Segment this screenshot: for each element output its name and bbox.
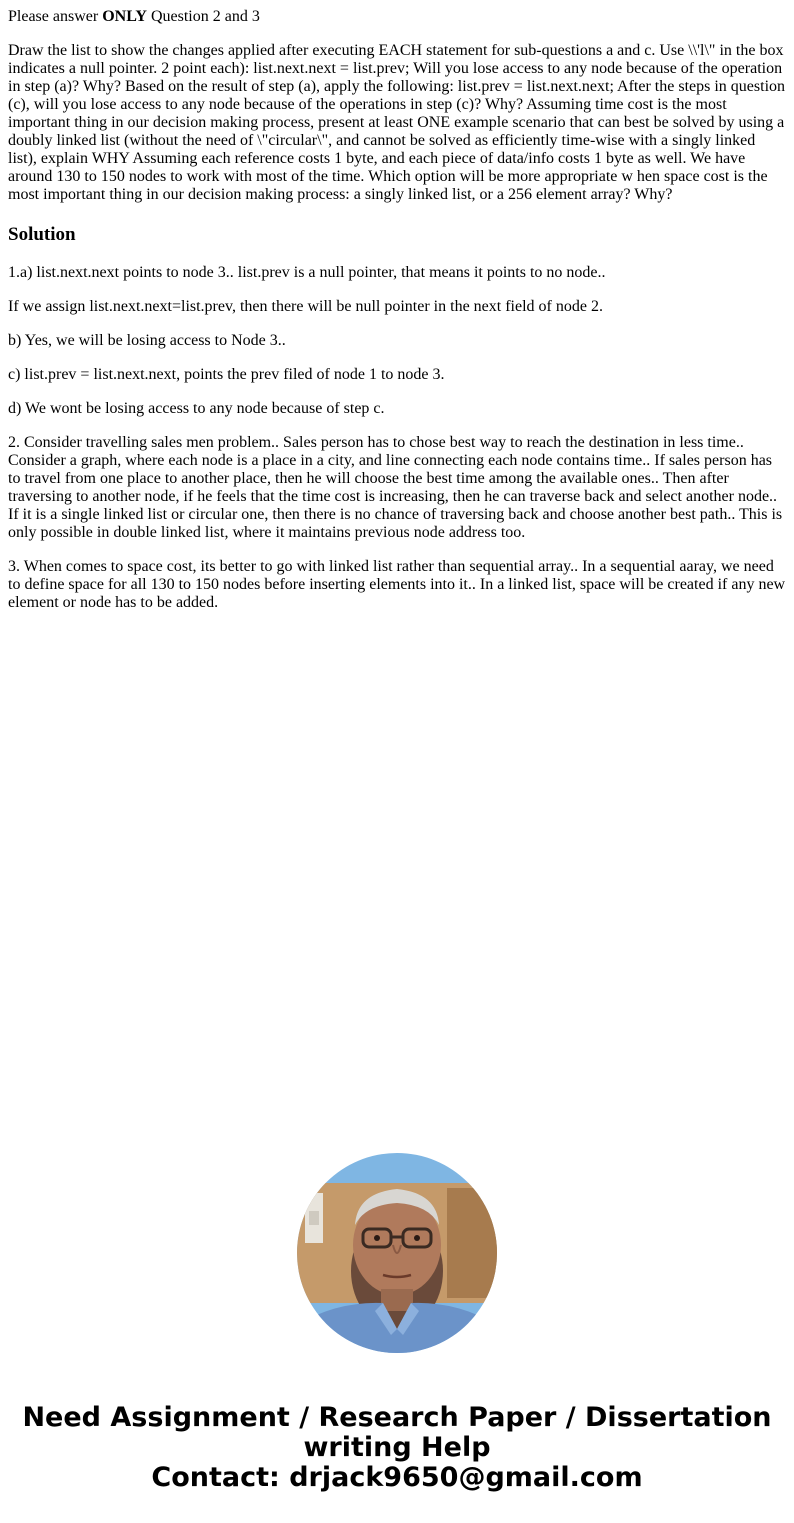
intro-emphasis: ONLY <box>102 8 147 25</box>
answer-1c: c) list.prev = list.next.next, points the prev filed of node 1 to node 3. <box>8 366 445 383</box>
answer-1d: d) We wont be losing access to any node because of step c. <box>8 400 385 417</box>
author-avatar <box>297 1153 497 1353</box>
promo-line-1: Need Assignment / Research Paper / Dissertation <box>22 1402 772 1433</box>
intro-suffix: Question 2 and 3 <box>146 8 260 25</box>
answer-1a-detail: If we assign list.next.next=list.prev, then there will be null pointer in the next field of node 2. <box>8 298 603 315</box>
intro-prefix: Please answer <box>8 8 103 25</box>
avatar-portrait-image <box>297 1153 497 1353</box>
promo-line-2: writing Help <box>303 1432 491 1463</box>
promo-banner <box>0 1403 794 1493</box>
solution-heading: Solution <box>8 224 76 245</box>
answer-1b: b) Yes, we will be losing access to Node 3.. <box>8 332 286 349</box>
question-intro <box>8 8 786 26</box>
answer-2: 2. Consider travelling sales men problem.. Sales person has to chose best way to reach the destination in less time.. Consider a graph, where each node is a place in a city, and line connecting each node contains time.. If sales person has to travel from one place to another place, then he will choose the best time among the available ones.. Then after traversing to another node, if he feels that the time cost is increasing, then he can traverse back and select another node.. If it is a single linked list or circular one, then there is no chance of traversing back and choose another best path.. This is only possible in double linked list, where it maintains previous node address too. <box>8 434 783 541</box>
promo-contact: Contact: drjack9650@gmail.com <box>151 1462 643 1493</box>
document-content <box>8 0 786 628</box>
answer-3: 3. When comes to space cost, its better to go with linked list rather than sequential array.. In a sequential aaray, we need to define space for all 130 to 150 nodes before inserting elements into it.. In a linked list, space will be created if any new element or node has to be added. <box>8 558 786 611</box>
question-body: Draw the list to show the changes applied after executing EACH statement for sub-questions a and c. Use \\'l\" in the box indicates a null pointer. 2 point each): list.next.next = list.prev; Will you lose access to any node because of the operation in step (a)? Why? Based on the result of step (a), apply the following: list.prev = list.next.next; After the steps in question (c), will you lose access to any node because of the operations in step (c)? Why? Assuming time cost is the most important thing in our decision making process, present at least ONE example scenario that can best be solved by using a doubly linked list (without the need of \"circular\", and cannot be solved as efficiently time-wise with a singly linked list), explain WHY Assuming each reference costs 1 byte, and each piece of data/info costs 1 byte as well. We have around 130 to 150 nodes to work with most of the time. Which option will be more appropriate w hen space cost is the most important thing in our decision making process: a singly linked list, or a 256 element array? Why? <box>8 42 786 203</box>
answer-1a: 1.a) list.next.next points to node 3.. list.prev is a null pointer, that means it points to no node.. <box>8 264 606 281</box>
